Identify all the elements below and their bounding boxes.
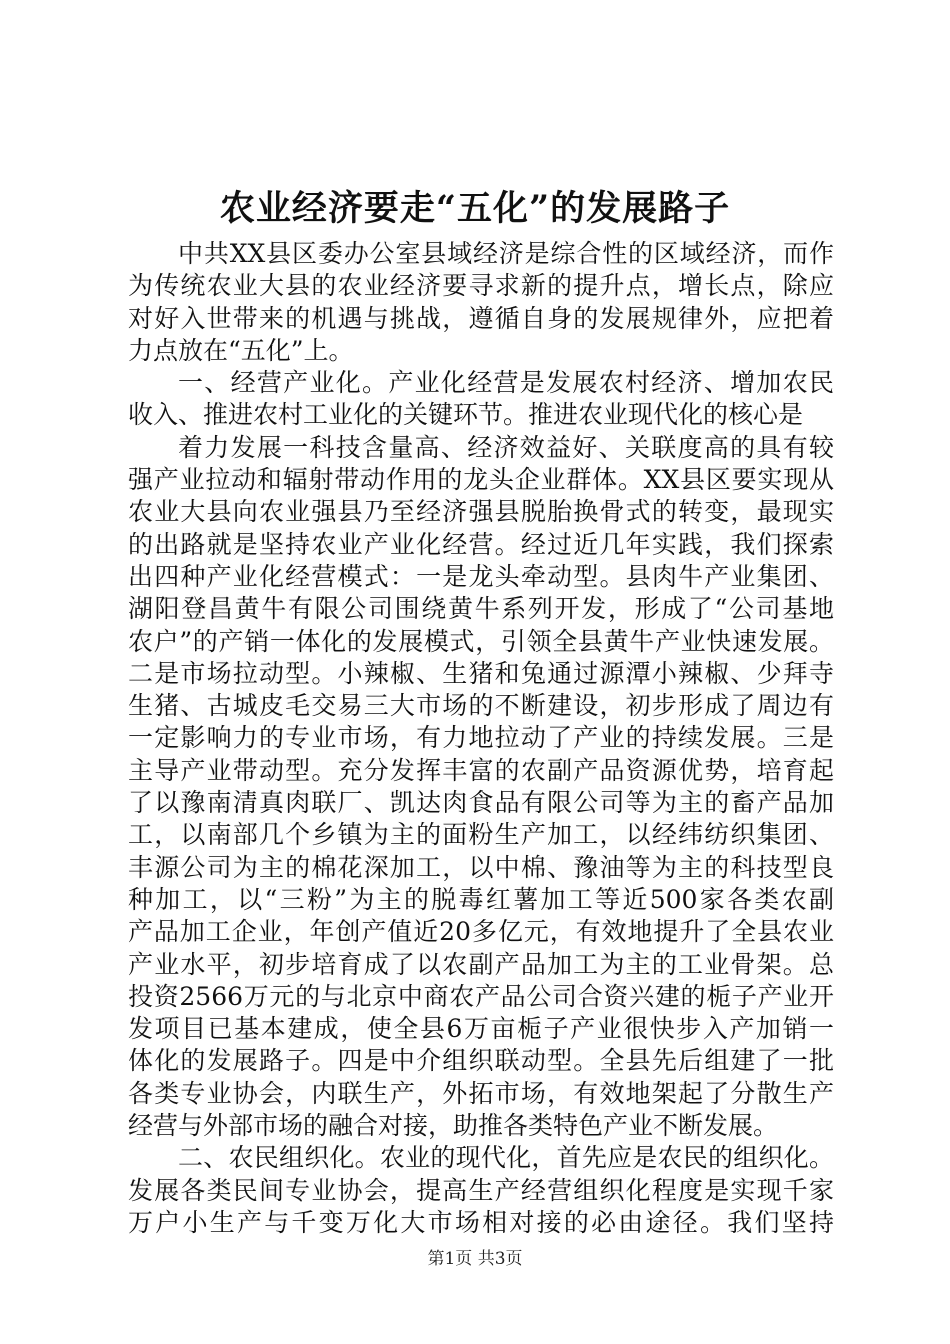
text-line: 收入、推进农村工业化的关键环节。推进农业现代化的核心是 bbox=[128, 400, 804, 430]
text-line: 农户”的产销一体化的发展模式，引领全县黄牛产业快速发展。 bbox=[128, 626, 834, 656]
text-line: 一、经营产业化。产业化经营是发展农村经济、增加农民 bbox=[178, 368, 834, 398]
text-line: 体化的发展路子。四是中介组织联动型。全县先后组建了一批 bbox=[128, 1046, 834, 1076]
text-line: 发项目已基本建成，使全县6万亩栀子产业很快步入产加销一 bbox=[128, 1014, 834, 1044]
text-line: 的出路就是坚持农业产业化经营。经过近几年实践，我们探索 bbox=[128, 529, 834, 559]
text-line: 着力发展一科技含量高、经济效益好、关联度高的具有较 bbox=[178, 432, 834, 462]
text-line: 生猪、古城皮毛交易三大市场的不断建设，初步形成了周边有 bbox=[128, 691, 834, 721]
text-line: 各类专业协会，内联生产，外拓市场，有效地架起了分散生产 bbox=[128, 1078, 834, 1108]
text-line: 湖阳登昌黄牛有限公司围绕黄牛系列开发，形成了“公司基地 bbox=[128, 594, 834, 624]
text-line: 产品加工企业，年创产值近20多亿元，有效地提升了全县农业 bbox=[128, 917, 834, 947]
text-line: 为传统农业大县的农业经济要寻求新的提升点，增长点，除应 bbox=[128, 271, 834, 301]
text-line: 丰源公司为主的棉花深加工，以中棉、豫油等为主的科技型良 bbox=[128, 852, 834, 882]
text-line: 工，以南部几个乡镇为主的面粉生产加工，以经纬纺织集团、 bbox=[128, 820, 834, 850]
text-line: 中共XX县区委办公室县域经济是综合性的区域经济，而作 bbox=[178, 239, 834, 268]
text-line: 发展各类民间专业协会，提高生产经营组织化程度是实现千家 bbox=[128, 1175, 834, 1205]
document-title: 农业经济要走“五化”的发展路子 bbox=[219, 188, 731, 229]
text-line: 对好入世带来的机遇与挑战，遵循自身的发展规律外，应把着 bbox=[128, 303, 834, 333]
text-line: 产业水平，初步培育成了以农副产品加工为主的工业骨架。总 bbox=[128, 949, 834, 979]
page-footer: 第1页 共3页 bbox=[427, 1249, 523, 1269]
text-line: 二、农民组织化。农业的现代化，首先应是农民的组织化。 bbox=[178, 1143, 834, 1173]
text-line: 出四种产业化经营模式：一是龙头牵动型。县肉牛产业集团、 bbox=[128, 561, 834, 591]
text-line: 强产业拉动和辐射带动作用的龙头企业群体。XX县区要实现从 bbox=[128, 465, 834, 495]
text-line: 二是市场拉动型。小辣椒、生猪和兔通过源潭小辣椒、少拜寺 bbox=[128, 658, 834, 688]
text-line: 种加工，以“三粉”为主的脱毒红薯加工等近500家各类农副 bbox=[128, 884, 834, 914]
text-line: 力点放在“五化”上。 bbox=[128, 335, 354, 365]
text-line: 一定影响力的专业市场，有力地拉动了产业的持续发展。三是 bbox=[128, 723, 834, 753]
text-line: 经营与外部市场的融合对接，助推各类特色产业不断发展。 bbox=[128, 1111, 779, 1141]
document-body bbox=[128, 238, 834, 1239]
text-line: 主导产业带动型。充分发挥丰富的农副产品资源优势，培育起 bbox=[128, 755, 834, 785]
text-line: 农业大县向农业强县乃至经济强县脱胎换骨式的转变，最现实 bbox=[128, 497, 834, 527]
text-line: 了以豫南清真肉联厂、凯达肉食品有限公司等为主的畜产品加 bbox=[128, 788, 834, 818]
text-line: 万户小生产与千变万化大市场相对接的必由途径。我们坚持 bbox=[128, 1207, 834, 1237]
text-line: 投资2566万元的与北京中商农产品公司合资兴建的栀子产业开 bbox=[128, 981, 834, 1011]
